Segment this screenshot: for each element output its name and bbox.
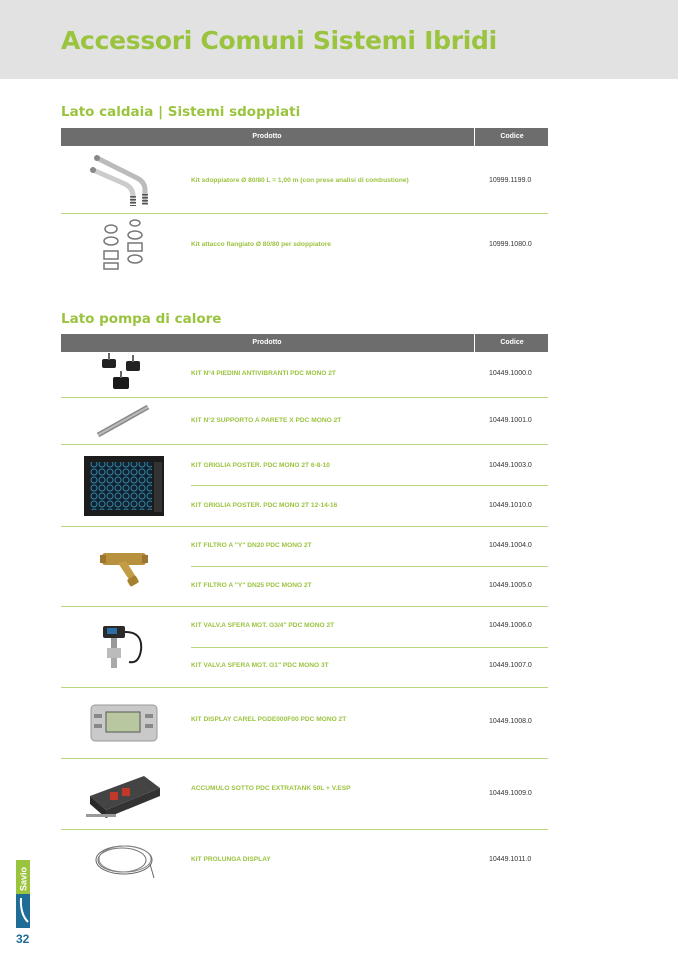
product-description: Kit sdoppiatore Ø 80/80 L = 1,00 m (con prese analisi di combustione) — [191, 177, 409, 184]
table-row — [61, 146, 548, 213]
table-row — [61, 759, 548, 829]
motorized-valve-icon — [61, 607, 186, 687]
row-divider — [191, 485, 548, 486]
product-code: 10449.1005.0 — [489, 582, 532, 589]
product-code: 10999.1080.0 — [489, 241, 532, 248]
table-header-caldaia — [61, 128, 548, 146]
table-row — [61, 830, 548, 890]
table-row — [61, 352, 548, 396]
y-filter-icon — [61, 527, 186, 606]
product-description: KIT DISPLAY CAREL PGDE000F00 PDC MONO 2T — [191, 716, 347, 723]
product-description: KIT GRIGLIA POSTER. PDC MONO 2T 6-8-10 — [191, 462, 330, 469]
product-code: 10449.1006.0 — [489, 622, 532, 629]
table-row — [61, 688, 548, 758]
column-header-code: Codice — [474, 128, 549, 146]
product-code: 10449.1011.0 — [489, 856, 532, 863]
table-row — [61, 398, 548, 444]
product-description: KIT PROLUNGA DISPLAY — [191, 856, 271, 863]
display-panel-icon — [61, 688, 186, 758]
product-description: KIT GRIGLIA POSTER. PDC MONO 2T 12-14-16 — [191, 502, 338, 509]
product-code: 10449.1003.0 — [489, 462, 532, 469]
brand-name: Savio — [18, 866, 29, 891]
row-divider — [191, 566, 548, 567]
product-description: KIT N°2 SUPPORTO A PARETE X PDC MONO 2T — [191, 417, 342, 424]
product-description: KIT FILTRO A "Y" DN25 PDC MONO 2T — [191, 582, 312, 589]
flange-kit-icon — [61, 214, 186, 276]
page-number: 32 — [16, 932, 30, 946]
product-description: KIT FILTRO A "Y" DN20 PDC MONO 2T — [191, 542, 312, 549]
column-header-code: Codice — [474, 334, 549, 352]
section-title-caldaia: Lato caldaia | Sistemi sdoppiati — [61, 104, 301, 120]
rear-grille-icon — [61, 445, 186, 526]
brand-logo — [16, 860, 30, 928]
product-code: 10449.1007.0 — [489, 662, 532, 669]
wall-bracket-icon — [61, 398, 186, 444]
column-header-product: Prodotto — [252, 339, 282, 346]
product-description: ACCUMULO SOTTO PDC EXTRATANK 50L + V.ESP — [191, 785, 351, 792]
page-header — [0, 0, 678, 79]
product-code: 10449.1008.0 — [489, 718, 532, 725]
product-code: 10999.1199.0 — [489, 177, 532, 184]
page-title: Accessori Comuni Sistemi Ibridi — [61, 26, 497, 55]
table-row — [61, 214, 548, 276]
column-header-product: Prodotto — [252, 133, 282, 140]
product-code: 10449.1004.0 — [489, 542, 532, 549]
table-header-pompa — [61, 334, 548, 352]
product-code: 10449.1000.0 — [489, 370, 532, 377]
splitter-kit-icon — [61, 146, 186, 213]
antivibration-feet-icon — [61, 352, 186, 396]
product-code: 10449.1010.0 — [489, 502, 532, 509]
product-description: Kit attacco flangiato Ø 80/80 per sdoppiatore — [191, 241, 331, 248]
product-code: 10449.1001.0 — [489, 417, 532, 424]
product-description: KIT VALV.A SFERA MOT. G3/4" PDC MONO 2T — [191, 622, 335, 629]
cable-coil-icon — [61, 830, 186, 890]
extratank-icon — [61, 759, 186, 829]
product-description: KIT N°4 PIEDINI ANTIVIBRANTI PDC MONO 2T — [191, 370, 336, 377]
row-divider — [191, 647, 548, 648]
section-title-pompa: Lato pompa di calore — [61, 311, 222, 327]
product-code: 10449.1009.0 — [489, 790, 532, 797]
product-description: KIT VALV.A SFERA MOT. G1" PDC MONO 3T — [191, 662, 329, 669]
